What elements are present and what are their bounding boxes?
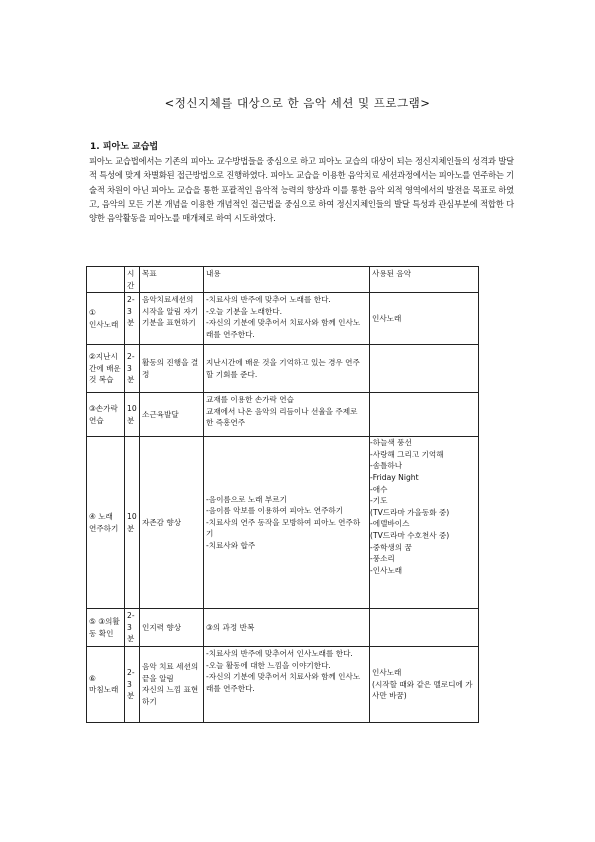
time-cell: 2-3분 bbox=[125, 293, 140, 345]
music-item: -에델바이스 bbox=[370, 519, 410, 529]
goal-cell: 활동의 진행을 결정 bbox=[140, 345, 204, 393]
table-row bbox=[87, 437, 479, 609]
table-row bbox=[87, 293, 479, 345]
header-content: 내용 bbox=[204, 267, 370, 293]
activity-cell: ① 인사노래 bbox=[87, 293, 125, 345]
content-cell: ③의 과정 반복 bbox=[204, 609, 370, 647]
music-cell bbox=[370, 393, 479, 437]
session-table bbox=[86, 266, 479, 723]
goal-cell: 음악 치료 세션의 끝을 알림 자신의 느낌 표현하기 bbox=[140, 646, 204, 722]
music-item: 인사노래 bbox=[372, 668, 402, 678]
activity-cell: ④ 노래 연주하기 bbox=[87, 437, 125, 609]
music-item: 인사노래 bbox=[372, 313, 402, 323]
content-cell: 지난시간에 배운 것을 기억하고 있는 경우 연주할 기회를 준다. bbox=[204, 345, 370, 393]
activity-cell: ③손가락 연습 bbox=[87, 393, 125, 437]
music-item: (시작할 때와 같은 멜로디에 가사만 바꿈) bbox=[372, 679, 473, 701]
goal-cell: 소근육발달 bbox=[140, 393, 204, 437]
music-item: -애수 bbox=[370, 484, 388, 494]
music-item: -Friday Night bbox=[370, 472, 419, 482]
header-music: 사용된 음악 bbox=[370, 267, 479, 293]
table-row bbox=[87, 646, 479, 722]
music-cell bbox=[370, 646, 479, 722]
music-cell bbox=[370, 437, 479, 609]
header-goal: 목표 bbox=[140, 267, 204, 293]
content-cell: 교재를 이용한 손가락 연습 교재에서 나온 음악의 리듬이나 선율을 주제로 한 즉흥연주 bbox=[204, 393, 370, 437]
goal-cell: 인지력 향상 bbox=[140, 609, 204, 647]
music-item: -기도 bbox=[370, 496, 388, 506]
music-item: -솜틀하나 bbox=[370, 461, 403, 471]
goal-cell: 음악치료세션의 시작을 알림 자기 기분을 표현하기 bbox=[140, 293, 204, 345]
header-time: 시간 bbox=[125, 267, 140, 293]
header-activity bbox=[87, 267, 125, 293]
time-cell: 10분 bbox=[125, 393, 140, 437]
music-cell bbox=[370, 293, 479, 345]
table-row bbox=[87, 609, 479, 647]
music-item: -사랑해 그리고 기억해 bbox=[370, 449, 444, 459]
music-item: -풍소리 bbox=[370, 554, 395, 564]
table-row bbox=[87, 345, 479, 393]
activity-cell: ②지난시간에 배운 것 복습 bbox=[87, 345, 125, 393]
time-cell: 10분 bbox=[125, 437, 140, 609]
music-item: (TV드라마 수호천사 중) bbox=[370, 530, 450, 540]
goal-cell: 자존감 향상 bbox=[140, 437, 204, 609]
table-header-row bbox=[87, 267, 479, 293]
intro-paragraph: 피아노 교습법에서는 기존의 피아노 교수방법들을 중심으로 하고 피아노 교습의 대상이 되는 정신지체인들의 성격과 발달적 특성에 맞게 차별화된 접근방법으로 진행하였다. 피아노 교습을 이용한 음악치료 세션과정에서는 피아노를 연주하는 기술적 차원이 아닌 피아노 교습을 통한 포괄적인 음악적 능력의 향상과 이를 통한 음악 외적 영역에서의 발전을 목표로 하였고, 음악의 모든 기본 개념을 이용한 개념적인 접근법을 중심으로 하여 정신지체인들의 발달 특성과 관심부분에 적합한 다양한 음악활동을 피아노를 매개체로 하여 시도하였다. bbox=[89, 156, 514, 224]
content-cell: -치료사의 반주에 맞추어 노래를 한다. -오늘 기분을 노래한다. -자신의 기분에 맞추어서 치료사와 함께 인사노래를 연주한다. bbox=[204, 293, 370, 345]
music-item: -인사노래 bbox=[370, 565, 403, 575]
content-cell: -음이름으로 노래 부르기 -음이름 악보를 이용하여 피아노 연주하기 -치료사의 연주 동작을 모방하여 피아노 연주하기 -치료사와 합주 bbox=[204, 437, 370, 609]
activity-cell: ⑤ ③의활동 확인 bbox=[87, 609, 125, 647]
music-cell bbox=[370, 345, 479, 393]
table-row bbox=[87, 393, 479, 437]
section-heading: 1. 피아노 교습법 bbox=[90, 142, 159, 152]
music-item: (TV드라마 가을동화 중) bbox=[370, 507, 450, 517]
music-cell bbox=[370, 609, 479, 647]
document-title: <정신지체를 대상으로 한 음악 세션 및 프로그램> bbox=[164, 96, 431, 110]
content-cell: -치료사의 반주에 맞추어서 인사노래를 한다. -오늘 활동에 대한 느낌을 이야기한다. -자신의 기분에 맞추어서 치료사와 함께 인사노래를 연주한다. bbox=[204, 646, 370, 722]
music-item: -하늘색 풍선 bbox=[370, 438, 412, 448]
time-cell: 2-3분 bbox=[125, 345, 140, 393]
activity-cell: ⑥ 마침노래 bbox=[87, 646, 125, 722]
time-cell: 2-3분 bbox=[125, 646, 140, 722]
time-cell: 2-3분 bbox=[125, 609, 140, 647]
music-item: -중학생의 꿈 bbox=[370, 542, 412, 552]
